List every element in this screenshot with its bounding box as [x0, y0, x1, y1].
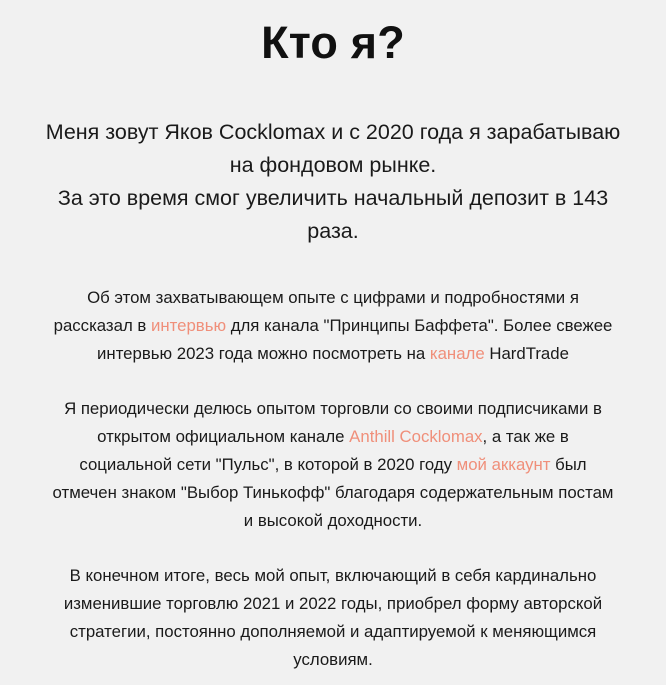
paragraph-text: HardTrade: [484, 344, 569, 363]
intro-line: раза.: [307, 219, 359, 243]
paragraph-text: интервью 2023 года можно посмотреть на: [97, 344, 430, 363]
intro-text: [0, 116, 666, 248]
paragraph-line: [0, 312, 666, 340]
community-paragraph: [0, 395, 666, 535]
intro-line: Меня зовут Яков Cocklomax и с 2020 года я зарабатываю: [45, 120, 621, 144]
paragraph-text: , а так же в: [482, 427, 569, 446]
paragraph-line: Я периодически делюсь опытом торговли со своими подписчиками в: [64, 399, 602, 418]
paragraph-line: [0, 423, 666, 451]
paragraph-line: изменившие торговлю 2021 и 2022 годы, приобрел форму авторской: [63, 594, 603, 613]
paragraph-line: стратегии, постоянно дополняемой и адаптируемой к меняющимся: [69, 622, 597, 641]
intro-line: на фондовом рынке.: [229, 153, 437, 177]
channel-link[interactable]: канале: [429, 344, 485, 363]
paragraph-line: условиям.: [293, 650, 373, 669]
paragraph-line: Об этом захватывающем опыте с цифрами и подробностями я: [87, 288, 579, 307]
paragraph-text: был: [550, 455, 587, 474]
paragraph-line: [0, 340, 666, 368]
anthill-channel-link[interactable]: Anthill Cocklomax: [349, 427, 483, 446]
intro-line: За это время смог увеличить начальный депозит в 143: [57, 186, 609, 210]
my-account-link[interactable]: мой аккаунт: [456, 455, 551, 474]
page-title: Кто я?: [261, 17, 405, 68]
paragraph-line: [0, 451, 666, 479]
strategy-paragraph: [0, 562, 666, 674]
interview-paragraph: [0, 284, 666, 368]
interview-link[interactable]: интервью: [151, 316, 227, 335]
paragraph-line: и высокой доходности.: [243, 511, 423, 530]
paragraph-line: В конечном итоге, весь мой опыт, включающий в себя кардинально: [69, 566, 597, 585]
paragraph-text: для канала "Принципы Баффета". Более свежее: [226, 316, 613, 335]
paragraph-text: социальной сети "Пульс", в которой в 2020 году: [79, 455, 457, 474]
paragraph-text: рассказал в: [53, 316, 151, 335]
paragraph-line: отмечен знаком "Выбор Тинькофф" благодаря содержательным постам: [52, 483, 614, 502]
paragraph-text: открытом официальном канале: [97, 427, 350, 446]
